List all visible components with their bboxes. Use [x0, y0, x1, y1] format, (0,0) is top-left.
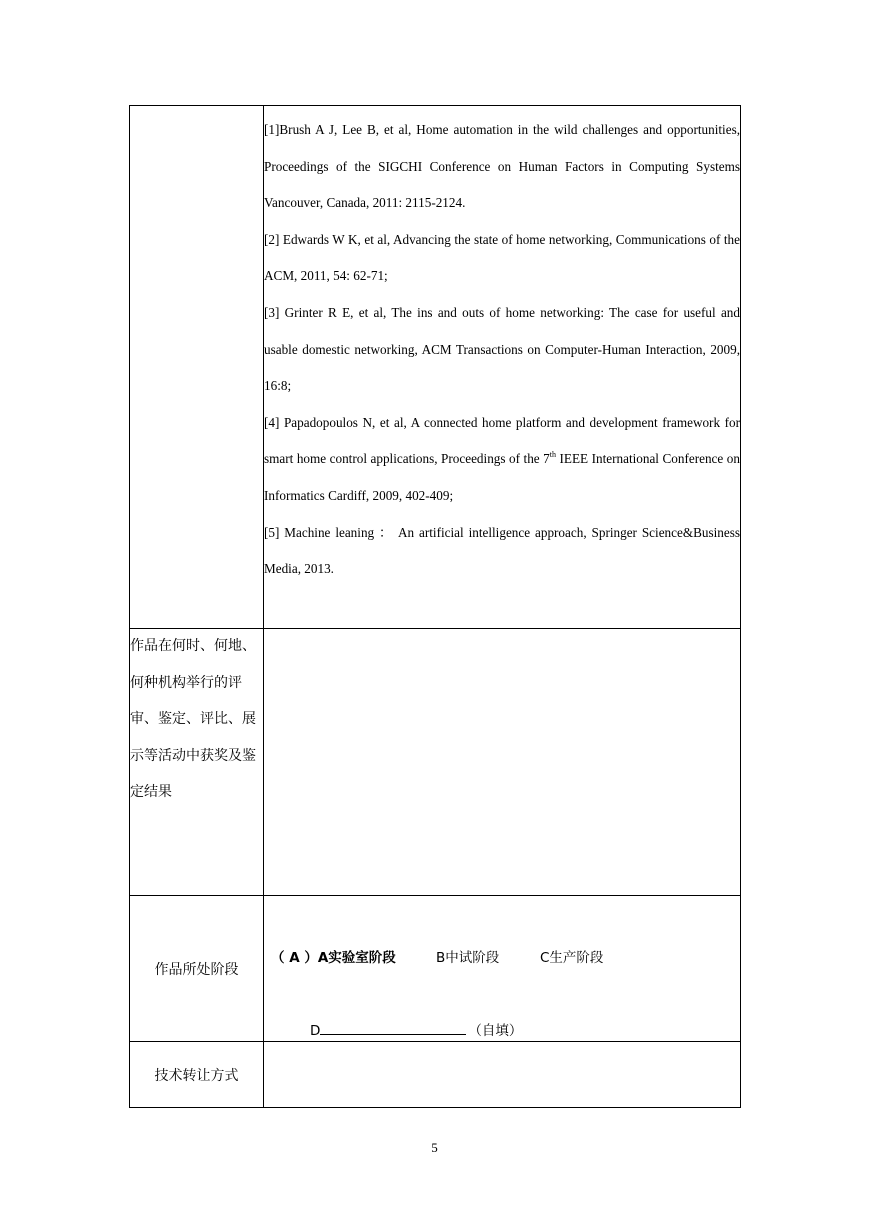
awards-label: 作品在何时、何地、何种机构举行的评审、鉴定、评比、展示等活动中获奖及鉴定结果 [130, 629, 264, 896]
reference-item: [2] Edwards W K, et al, Advancing the state of home networking, Communications of the ACM, 2011, 54: 62-71; [264, 231, 740, 284]
reference-item: [1]Brush A J, Lee B, et al, Home automation in the wild challenges and opportunities, Proceedings of the SIGCHI Conference on Human Factors in Computing Systems Vancouver, Canada, 2011: 2115-2124. [264, 122, 740, 211]
awards-value[interactable] [264, 629, 741, 896]
reference-item: [3] Grinter R E, et al, The ins and outs of home networking: The case for useful and usable domestic networking, ACM Transactions on Computer-Human Interaction, 2009, 16:8; [264, 304, 740, 394]
transfer-row [130, 1042, 741, 1108]
transfer-label: 技术转让方式 [130, 1042, 264, 1108]
transfer-value[interactable] [264, 1042, 741, 1108]
stage-option-d-blank[interactable] [320, 1020, 466, 1035]
stage-option-a[interactable]: （ A ）A实验室阶段 [271, 950, 396, 966]
stage-option-d-prefix: D [310, 1023, 321, 1039]
reference-item: [5] Machine leaning ： An artificial intelligence approach, Springer Science&Business Media, 2013. [264, 524, 740, 577]
stage-option-d [310, 1019, 522, 1039]
reference-item [264, 405, 740, 515]
stage-option-d-suffix: （自填） [468, 1023, 523, 1039]
stage-label: 作品所处阶段 [130, 896, 264, 1042]
references-label-cell [130, 106, 264, 629]
stage-row [130, 896, 741, 1042]
page-number: 5 [431, 1140, 438, 1155]
references-row [130, 106, 741, 629]
stage-option-b[interactable]: B中试阶段 [436, 950, 500, 966]
awards-row [130, 629, 741, 896]
stage-option-c[interactable]: C生产阶段 [540, 950, 604, 966]
reference-superscript: th [549, 449, 556, 459]
references-list [264, 106, 740, 588]
reference-text: [4] Papadopoulos N, et al, A connected home platform and development framework for smart home control applications, Proceedings of the 7 [264, 414, 740, 467]
stage-options-cell [264, 896, 741, 1042]
references-cell [264, 106, 741, 629]
reference-text: IEEE International Conference on Informatics Cardiff, 2009, 402-409; [264, 451, 740, 503]
application-form-table [129, 105, 741, 1108]
